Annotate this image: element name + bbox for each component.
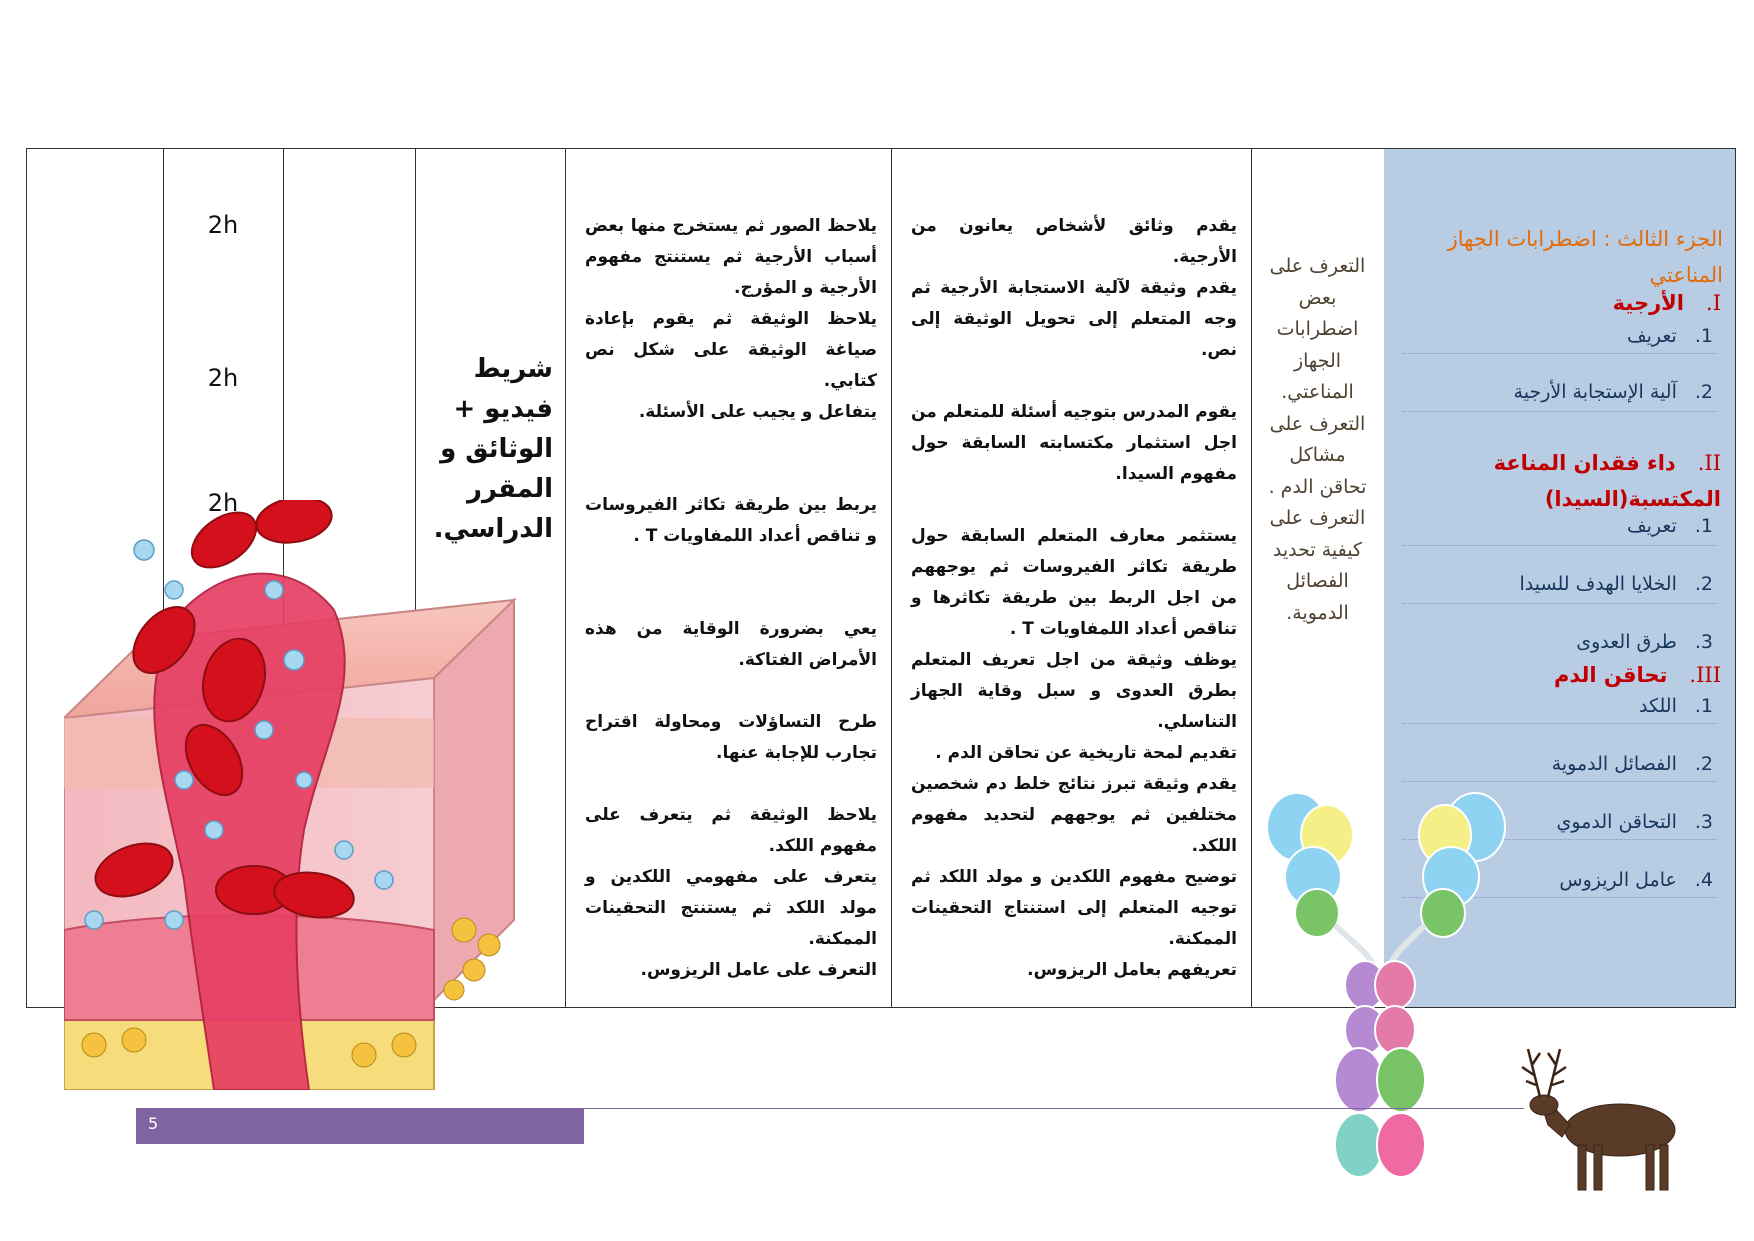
section-number: II. [1697, 451, 1721, 475]
item-number: 4. [1694, 869, 1713, 891]
teacher-activity: يقوم المدرس بتوجيه أسئلة للمتعلم من اجل استثمار مكتسابته السابقة حول مفهوم السيدا. [911, 402, 1237, 484]
list-item [1520, 573, 1713, 595]
section-number: I. [1706, 291, 1721, 315]
section-label: الأرجية [1612, 291, 1685, 315]
time-value: 2h [207, 489, 239, 517]
section-title [1451, 445, 1721, 517]
learner-activity: يتعرف على مفهومي اللكدين و مولد اللكد ثم يستنتج التحقينات الممكنة. [585, 867, 877, 949]
teacher-activity: يقدم وثيقة تبرز نتائج خلط دم شخصين مختلفين ثم يوجههم لتحديد مفهوم اللكد. [911, 774, 1237, 856]
item-number: 2. [1694, 381, 1713, 403]
teacher-activity: يوظف وثيقة من اجل تعريف المتعلم بطرق العدوى و سبل وقاية الجهاز التناسلي. [911, 650, 1237, 732]
section-title [1554, 663, 1721, 687]
footer-bar [136, 1108, 584, 1144]
item-number: 3. [1694, 811, 1713, 833]
divider [1402, 411, 1717, 412]
goals-text: التعرف على بعض اضطرابات الجهاز المناعتي. التعرف على مشاكل تحاقن الدم . التعرف على كيفية تحديد الفصائل الدموية. [1268, 255, 1367, 624]
item-label: تعريف [1626, 515, 1677, 537]
learner-activities [585, 211, 877, 986]
item-number: 1. [1694, 695, 1713, 717]
time-value: 2h [207, 211, 239, 239]
section-label: تحاقن الدم [1553, 663, 1668, 687]
section-label: داء فقدان المناعة المكتسبة(السيدا) [1493, 451, 1721, 511]
section-title [1613, 291, 1721, 315]
learner-activity: التعرف على عامل الريزوس. [640, 960, 877, 980]
antibody-illustration [1255, 785, 1515, 1185]
learner-activity: يربط بين طريقة تكاثر الفيروسات و تناقص أعداد اللمفاويات T . [585, 495, 877, 546]
list-item [1639, 695, 1713, 717]
learner-activity: يتفاعل و يجيب على الأسئلة. [638, 402, 877, 422]
item-number: 1. [1694, 325, 1713, 347]
item-number: 2. [1694, 573, 1713, 595]
list-item [1576, 631, 1713, 653]
item-label: طرق العدوى [1576, 631, 1677, 653]
page-number: 5 [148, 1114, 159, 1133]
teacher-activity: يقدم وثائق لأشخاص يعانون من الأرجية. [911, 216, 1237, 267]
list-item [1559, 869, 1713, 891]
teacher-activities [911, 211, 1237, 986]
time-value: 2h [207, 364, 239, 392]
teacher-activity: توضيح مفهوم اللكدين و مولد اللكد ثم توجيه المتعلم إلى استنتاج التحقينات الممكنة. [911, 867, 1237, 949]
list-item [1557, 811, 1714, 833]
blood-vessel-illustration [64, 500, 534, 1090]
media-text: شريط فيديو + الوثائق و المقرر الدراسي. [433, 354, 553, 544]
item-label: التحاقن الدموي [1556, 811, 1677, 833]
item-number: 1. [1694, 515, 1713, 537]
item-label: الخلايا الهدف للسيدا [1519, 573, 1677, 595]
teacher-activity: يستثمر معارف المتعلم السابقة حول طريقة تكاثر الفيروسات ثم يوجههم من اجل الربط بين طريقة تكاثرها و تناقص أعداد اللمفاويات T . [911, 526, 1237, 639]
footer-line [584, 1108, 1524, 1109]
list-item [1627, 325, 1713, 347]
learner-activity: يلاحظ الوثيقة ثم يقوم بإعادة صياغة الوثيقة على شكل نص كتابي. [585, 309, 877, 391]
teacher-activity: يقدم وثيقة لآلية الاستجابة الأرجية ثم وجه المتعلم إلى تحويل الوثيقة إلى نص. [911, 278, 1237, 360]
deer-photo [1520, 1045, 1690, 1195]
item-label: اللكد [1639, 695, 1677, 717]
part-title: الجزء الثالث : اضطرابات الجهاز المناعتي [1447, 227, 1723, 287]
item-label: الفصائل الدموية [1551, 753, 1677, 775]
teacher-activities-column [891, 149, 1251, 1007]
section-number: III. [1689, 663, 1721, 687]
teacher-activity: تعريفهم بعامل الريزوس. [1027, 960, 1237, 980]
learner-activities-column [565, 149, 891, 1007]
learner-activity: يلاحظ الصور ثم يستخرج منها بعض أسباب الأرجية ثم يستنتج مفهوم الأرجية و المؤرج. [585, 216, 877, 298]
item-label: تعريف [1626, 325, 1677, 347]
divider [1402, 723, 1717, 724]
divider [1402, 545, 1717, 546]
divider [1402, 781, 1717, 782]
list-item [1552, 753, 1713, 775]
item-label: عامل الريزوس [1559, 869, 1677, 891]
item-label: آلية الإستجابة الأرجية [1513, 381, 1677, 403]
learner-activity: يعي بضرورة الوقاية من هذه الأمراض الفتاكة. [585, 619, 877, 670]
learner-activity: يلاحظ الوثيقة ثم يتعرف على مفهوم اللكد. [585, 805, 877, 856]
divider [1402, 603, 1717, 604]
divider [1402, 353, 1717, 354]
learner-activity: طرح التساؤلات ومحاولة اقتراح تجارب للإجابة عنها. [585, 712, 877, 763]
teacher-activity: تقديم لمحة تاريخية عن تحاقن الدم . [935, 743, 1237, 763]
item-number: 2. [1694, 753, 1713, 775]
list-item [1627, 515, 1713, 537]
item-number: 3. [1694, 631, 1713, 653]
list-item [1514, 381, 1713, 403]
